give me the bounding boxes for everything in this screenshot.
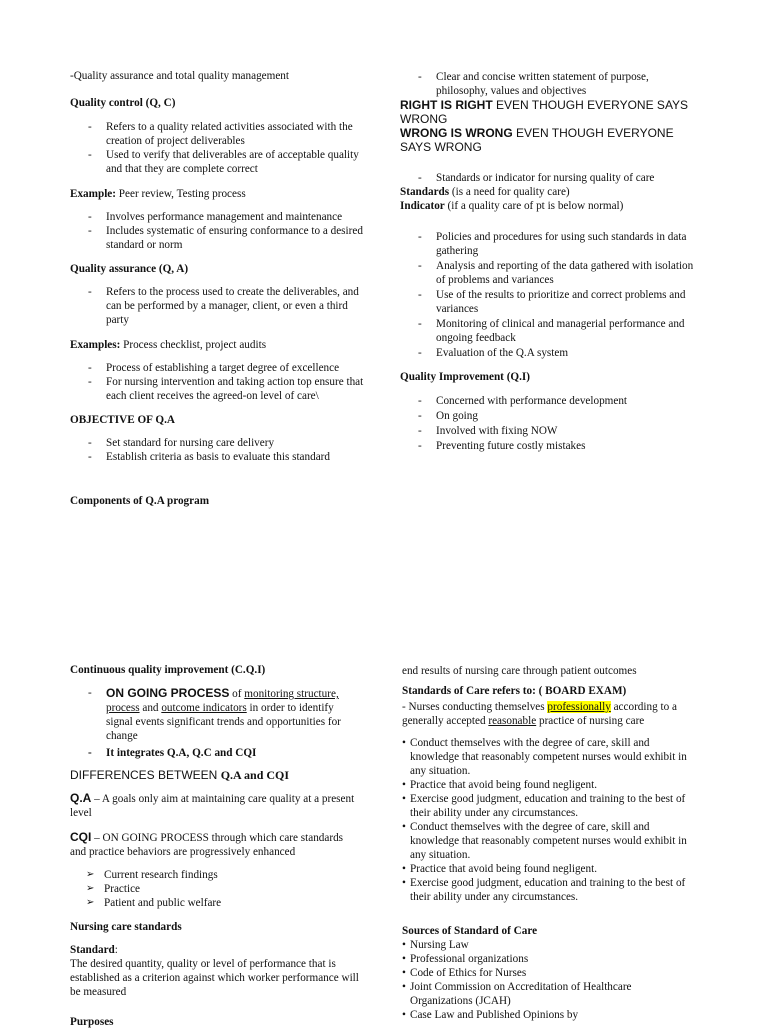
list-item: - It integrates Q.A, Q.C and CQI (70, 746, 360, 760)
standards-text: (is a need for quality care) (449, 186, 570, 198)
list-item: - Used to verify that deliverables are of acceptable quality and that they are complete correct (70, 148, 368, 176)
standards-label: Standards (400, 186, 450, 198)
cqi-text: – ON GOING PROCESS through which care standards and practice behaviors are progressively enhanced (70, 832, 344, 858)
right-rest: EVEN THOUGH EVERYONE SAYS WRONG (400, 98, 689, 126)
soc-text (402, 700, 696, 728)
wrong-rest: EVEN THOUGH EVERYONE SAYS WRONG (400, 126, 674, 154)
list-item: - Monitoring of clinical and managerial performance and ongoing feedback (400, 317, 700, 345)
list-item: • Case Law and Published Opinions by (402, 1008, 696, 1022)
indicator-line (400, 199, 700, 213)
indicator-text: (if a quality care of pt is below normal) (444, 200, 624, 212)
process-word: process (106, 702, 140, 714)
cqi-and: and (139, 702, 162, 714)
list-item: - Use of the results to prioritize and correct problems and variances (400, 288, 700, 316)
right-is-right (400, 98, 700, 126)
cqi-rest: in order to identify signal events significant trends and opportunities for change (106, 702, 341, 742)
standards-list (400, 171, 700, 185)
examples-label: Examples: (70, 339, 121, 351)
wrong-bold: WRONG IS WRONG (400, 126, 513, 140)
list-item: - Involved with fixing NOW (400, 424, 700, 438)
soc-post: practice of nursing care (536, 715, 645, 727)
section-title: -Quality assurance and total quality management (70, 70, 290, 82)
standard-colon: : (114, 944, 118, 956)
professionally-highlight: professionally (547, 701, 611, 713)
policy-list (400, 230, 700, 360)
list-item: • Exercise good judgment, education and training to the best of their ability under any circumstances. (402, 876, 696, 904)
indicator-label: Indicator (400, 200, 445, 212)
list-item: - Establish criteria as basis to evaluate this standard (70, 450, 368, 464)
qc-list (70, 120, 368, 176)
list-item: • Practice that avoid being found negligent. (402, 862, 696, 876)
outcome-indicators: outcome indicators (161, 702, 247, 714)
reasonable-word: reasonable (488, 715, 537, 727)
list-item: • Nursing Law (402, 938, 696, 952)
examples-text: Process checklist, project audits (120, 339, 267, 351)
list-item: - Clear and concise written statement of purpose, philosophy, values and objectives (400, 70, 700, 98)
qa-text: – A goals only aim at maintaining care quality at a present level (70, 793, 355, 819)
list-item: • Exercise good judgment, education and training to the best of their ability under any circumstances. (402, 792, 696, 820)
purposes-heading: Purposes (70, 1016, 114, 1028)
list-item: - Refers to the process used to create the deliverables, and can be performed by a manager, client, or even a third party (70, 285, 368, 327)
example-text: Peer review, Testing process (116, 188, 246, 200)
bottom-left-column (70, 663, 360, 1029)
monitoring-structure: monitoring structure, (244, 688, 339, 700)
list-item: - Standards or indicator for nursing quality of care (400, 171, 700, 185)
list-item: • Joint Commission on Accreditation of Healthcare Organizations (JCAH) (402, 980, 696, 1008)
qa-label: Q.A (70, 791, 92, 805)
list-item: • Conduct themselves with the degree of care, skill and knowledge that reasonably competent nurses would exhibit in any situation. (402, 820, 696, 862)
cqi-list (70, 686, 360, 760)
examples-line (70, 338, 368, 352)
top-left-column (70, 69, 368, 508)
list-item: - On going (400, 409, 700, 423)
standard-label-line (70, 943, 360, 957)
list-item: ➢ Patient and public welfare (70, 896, 360, 910)
ongoing-process-bold: ON GOING PROCESS (106, 686, 230, 700)
soc-bullets (402, 736, 696, 904)
list-item: - Evaluation of the Q.A system (400, 346, 700, 360)
ncs-heading: Nursing care standards (70, 921, 182, 933)
right-bold: RIGHT IS RIGHT (400, 98, 493, 112)
list-item: - Includes systematic of ensuring conformance to a desired standard or norm (70, 224, 368, 252)
sources-heading: Sources of Standard of Care (402, 925, 538, 937)
list-item: - Involves performance management and maintenance (70, 210, 368, 224)
soc-heading: Standards of Care refers to: ( BOARD EXAM) (402, 685, 627, 697)
diff-prefix: DIFFERENCES BETWEEN (70, 768, 221, 782)
wrong-is-wrong (400, 126, 700, 154)
list-item: - Analysis and reporting of the data gathered with isolation of problems and variances (400, 259, 700, 287)
list-item: - Policies and procedures for using such standards in data gathering (400, 230, 700, 258)
list-item: - Set standard for nursing care delivery (70, 436, 368, 450)
qa-list (70, 285, 368, 327)
list-item: - Process of establishing a target degree of excellence (70, 361, 368, 375)
list-item: • Code of Ethics for Nurses (402, 966, 696, 980)
diff-bold: Q.A and CQI (220, 768, 290, 782)
list-item: • Conduct themselves with the degree of care, skill and knowledge that reasonably competent nurses would exhibit in any situation. (402, 736, 696, 778)
qa-definition (70, 791, 360, 820)
list-item (70, 686, 360, 743)
objective-heading: OBJECTIVE OF Q.A (70, 414, 175, 426)
list-item: - For nursing intervention and taking action top ensure that each client receives the agreed-on level of care\ (70, 375, 368, 403)
example-label: Example: (70, 188, 116, 200)
cqi-definition (70, 830, 360, 859)
standard-label: Standard (70, 944, 115, 956)
cqi-heading: Continuous quality improvement (C.Q.I) (70, 664, 266, 676)
purpose-list (400, 70, 700, 98)
list-item: ➢ Current research findings (70, 868, 360, 882)
list-item: - Refers to a quality related activities associated with the creation of project deliverables (70, 120, 368, 148)
qa-heading: Quality assurance (Q, A) (70, 263, 189, 275)
bottom-right-column (402, 664, 696, 1022)
components-heading: Components of Q.A program (70, 495, 210, 507)
cqi-label: CQI (70, 830, 92, 844)
cqi-of: of (229, 688, 245, 700)
example-line (70, 187, 368, 201)
standards-line (400, 185, 700, 199)
list-item: • Practice that avoid being found negligent. (402, 778, 696, 792)
qc-heading: Quality control (Q, C) (70, 97, 176, 109)
example-list (70, 210, 368, 252)
differences-line (70, 768, 360, 782)
list-item: - Concerned with performance development (400, 394, 700, 408)
end-results: end results of nursing care through patient outcomes (402, 665, 637, 677)
arrow-list (70, 868, 360, 910)
soc-mid: according to a generally accepted (402, 701, 677, 727)
top-right-column (400, 70, 700, 453)
sources-list (402, 938, 696, 1022)
examples-list (70, 361, 368, 403)
list-item: ➢ Practice (70, 882, 360, 896)
objective-list (70, 436, 368, 464)
qi-list (400, 394, 700, 453)
list-item: • Professional organizations (402, 952, 696, 966)
soc-pre: - Nurses conducting themselves (402, 701, 548, 713)
standard-definition: The desired quantity, quality or level of performance that is established as a criterion against which worker performance will be measured (70, 958, 359, 998)
list-item: - Preventing future costly mistakes (400, 439, 700, 453)
qi-heading: Quality Improvement (Q.I) (400, 371, 530, 383)
